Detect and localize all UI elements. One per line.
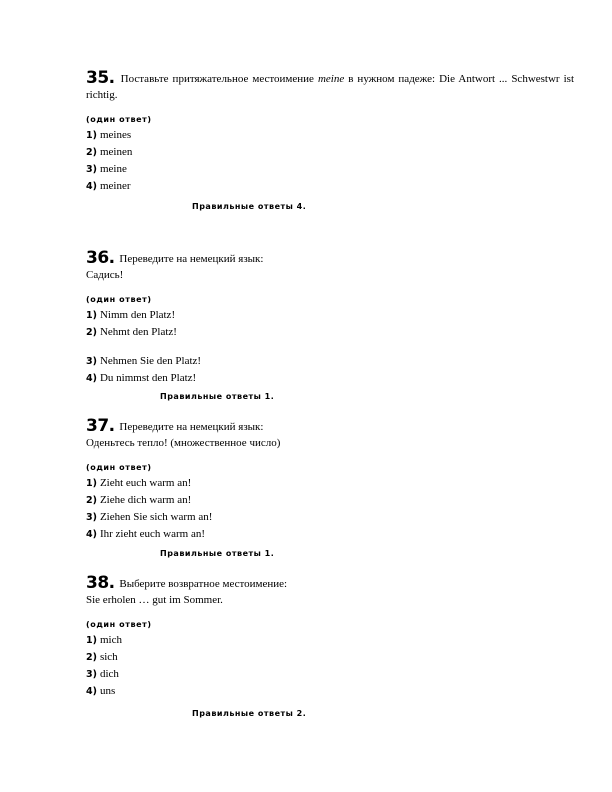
option-number: 1) [86, 478, 97, 489]
option-3 [86, 353, 574, 370]
question-text: Выберите возвратное местоимение: [119, 578, 288, 590]
question-number: 36. [86, 248, 115, 268]
correct-answer-38: Правильные ответы 2. [192, 709, 307, 718]
answer-type-label: (один ответ) [86, 115, 152, 124]
option-number: 3) [86, 669, 97, 680]
question-prompt: Садись! [86, 269, 124, 281]
option-number: 2) [86, 495, 97, 506]
option-text: Zieht euch warm an! [99, 477, 192, 489]
option-text: meines [99, 129, 132, 141]
option-2 [86, 649, 574, 666]
option-text: Ihr zieht euch warm an! [99, 528, 206, 540]
option-text: Ziehe dich warm an! [99, 494, 192, 506]
answer-type-label: (один ответ) [86, 620, 152, 629]
option-number: 1) [86, 635, 97, 646]
option-number: 2) [86, 327, 97, 338]
option-4 [86, 683, 574, 700]
option-4 [86, 526, 574, 543]
option-text: sich [99, 651, 118, 663]
question-number: 35. [86, 68, 115, 88]
question-prompt: Sie erholen … gut im Sommer. [86, 594, 223, 606]
option-text: Nimm den Platz! [99, 309, 176, 321]
option-text: dich [99, 668, 119, 680]
option-1 [86, 632, 574, 649]
option-1 [86, 127, 574, 144]
question-38 [86, 575, 574, 700]
option-number: 4) [86, 373, 97, 384]
question-text: Переведите на немецкий язык: [119, 421, 264, 433]
option-1 [86, 475, 574, 492]
question-prompt: Оденьтесь тепло! (множественное число) [86, 437, 281, 449]
option-text: meiner [99, 180, 131, 192]
question-heading [86, 418, 574, 435]
option-4 [86, 178, 574, 195]
option-number: 2) [86, 147, 97, 158]
option-number: 4) [86, 686, 97, 697]
option-3 [86, 509, 574, 526]
option-number: 2) [86, 652, 97, 663]
correct-answer-36: Правильные ответы 1. [160, 392, 275, 401]
question-heading [86, 575, 574, 592]
option-number: 3) [86, 164, 97, 175]
option-text: Du nimmst den Platz! [99, 372, 197, 384]
question-number: 37. [86, 416, 115, 436]
option-number: 3) [86, 356, 97, 367]
option-3 [86, 666, 574, 683]
correct-answer-37: Правильные ответы 1. [160, 549, 275, 558]
question-text-continued: в нужном падеже: Die Antwort ... Schwestwr ist richtig. [86, 73, 574, 101]
question-text-italic: meine [317, 73, 345, 85]
question-number: 38. [86, 573, 115, 593]
answer-type-label: (один ответ) [86, 463, 152, 472]
option-number: 3) [86, 512, 97, 523]
option-2 [86, 324, 574, 341]
option-number: 4) [86, 529, 97, 540]
option-number: 1) [86, 310, 97, 321]
option-2 [86, 492, 574, 509]
option-text: meinen [99, 146, 133, 158]
option-3 [86, 161, 574, 178]
question-35 [86, 70, 574, 195]
option-text: meine [99, 163, 127, 175]
option-number: 1) [86, 130, 97, 141]
question-37 [86, 418, 574, 543]
answer-type-label: (один ответ) [86, 295, 152, 304]
option-text: Nehmt den Platz! [99, 326, 177, 338]
option-text: uns [99, 685, 116, 697]
option-4 [86, 370, 574, 387]
question-heading [86, 250, 574, 267]
question-36 [86, 250, 574, 387]
question-heading [86, 70, 574, 103]
option-text: Ziehen Sie sich warm an! [99, 511, 213, 523]
question-text: Переведите на немецкий язык: [119, 253, 264, 265]
option-1 [86, 307, 574, 324]
correct-answer-35: Правильные ответы 4. [192, 202, 307, 211]
question-text: Поставьте притяжательное местоимение [120, 73, 314, 85]
option-text: mich [99, 634, 122, 646]
option-number: 4) [86, 181, 97, 192]
option-2 [86, 144, 574, 161]
option-text: Nehmen Sie den Platz! [99, 355, 202, 367]
